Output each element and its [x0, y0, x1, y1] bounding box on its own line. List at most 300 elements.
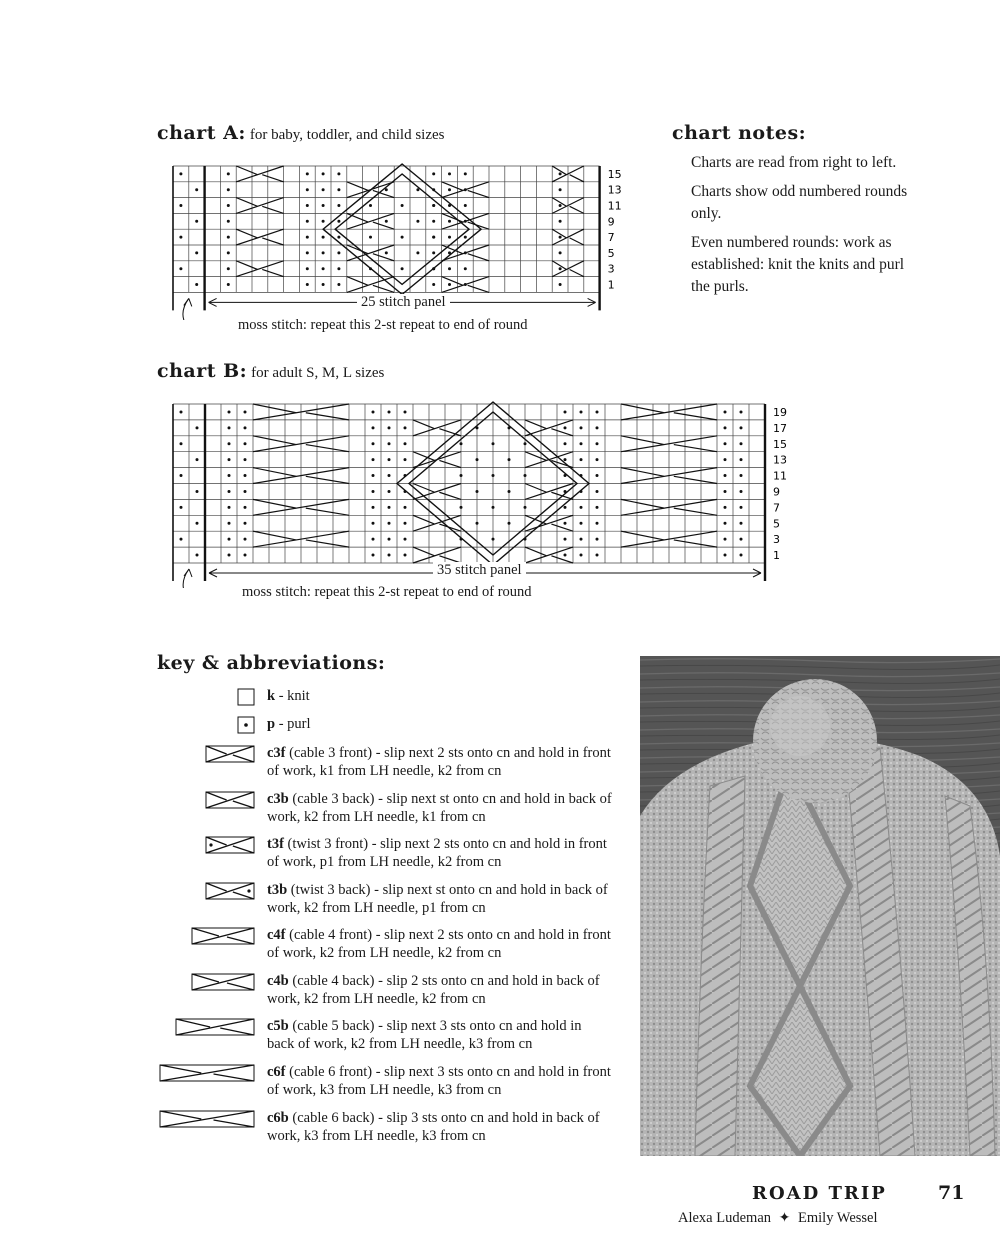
purl-dot — [596, 490, 599, 493]
key-abbr: c4f — [267, 927, 286, 943]
purl-dot — [388, 554, 391, 557]
purl-dot — [227, 283, 230, 286]
purl-dot — [724, 490, 727, 493]
purl-dot — [580, 506, 583, 509]
cable-stroke — [674, 508, 717, 515]
purl-dot — [740, 426, 743, 429]
purl-dot — [337, 188, 340, 191]
row-number: 3 — [773, 533, 780, 547]
purl-dot — [524, 442, 527, 445]
purl-dot — [337, 204, 340, 207]
purl-dot — [227, 204, 230, 207]
purl-icon — [237, 716, 255, 734]
purl-dot — [596, 538, 599, 541]
key-description — [267, 882, 612, 917]
purl-dot — [244, 554, 247, 557]
cable-stroke — [439, 492, 461, 499]
purl-dot — [432, 283, 435, 286]
purl-dot — [228, 474, 231, 477]
purl-dot — [322, 267, 325, 270]
purl-dot — [372, 522, 375, 525]
purl-dot — [244, 458, 247, 461]
purl-dot — [596, 474, 599, 477]
purl-dot — [460, 506, 463, 509]
purl-dot — [322, 220, 325, 223]
chart-a-title: chart A: for baby, toddler, and child sizes — [157, 122, 445, 144]
key-abbr: t3f — [267, 836, 284, 852]
purl-dot — [559, 236, 562, 239]
purl-dot — [180, 506, 183, 509]
purl-dot — [740, 538, 743, 541]
purl-dot — [306, 251, 309, 254]
purl-dot — [322, 283, 325, 286]
purl-dot — [196, 458, 199, 461]
purl-dot — [476, 458, 479, 461]
purl-dot — [564, 554, 567, 557]
purl-dot — [580, 458, 583, 461]
cable-stroke — [413, 515, 435, 524]
cable-stroke — [347, 277, 368, 286]
purl-dot — [306, 188, 309, 191]
purl-dot — [228, 426, 231, 429]
purl-dot — [740, 522, 743, 525]
purl-dot — [244, 522, 247, 525]
row-number: 5 — [607, 246, 615, 260]
purl-dot — [492, 506, 495, 509]
cable-stroke — [621, 404, 664, 413]
cable-stroke — [253, 468, 296, 477]
purl-dot — [432, 204, 435, 207]
key-abbr: p — [267, 716, 276, 732]
purl-dot — [306, 267, 309, 270]
page-number: 71 — [938, 1182, 965, 1204]
purl-dot — [448, 267, 451, 270]
purl-dot — [337, 251, 340, 254]
purl-dot — [228, 554, 231, 557]
purl-dot — [179, 204, 182, 207]
key-description — [267, 1018, 612, 1053]
row-number: 17 — [773, 421, 787, 435]
purl-dot — [388, 506, 391, 509]
purl-dot — [388, 538, 391, 541]
purl-dot — [460, 442, 463, 445]
chart-b-grid — [160, 398, 800, 588]
cable-stroke — [347, 245, 368, 254]
purl-dot — [179, 267, 182, 270]
purl-dot — [416, 251, 419, 254]
purl-dot — [179, 172, 182, 175]
purl-dot — [559, 220, 562, 223]
purl-dot — [448, 236, 451, 239]
purl-dot — [404, 458, 407, 461]
purl-dot — [464, 236, 467, 239]
cable-stroke — [525, 484, 547, 493]
key-abbr: c5b — [267, 1018, 289, 1034]
cable-stroke — [570, 238, 584, 245]
purl-dot — [401, 236, 404, 239]
purl-dot — [492, 474, 495, 477]
purl-dot — [448, 220, 451, 223]
cable-stroke — [236, 166, 257, 175]
key-abbr: t3b — [267, 882, 288, 898]
key-desc-text: (cable 4 front) - slip next 2 sts onto cn and hold in front of work, k2 from LH needle, k2 from cn — [267, 927, 611, 961]
cable-stroke — [306, 476, 349, 483]
purl-dot — [322, 188, 325, 191]
purl-dot — [492, 442, 495, 445]
chart-a-panel-label: 25 stitch panel — [357, 294, 450, 311]
cable-stroke — [306, 445, 349, 452]
chart-b-subtitle: for adult S, M, L sizes — [251, 365, 385, 381]
purl-dot — [580, 554, 583, 557]
chart-notes-line-3: Even numbered rounds: work as established: knit the knits and purl the purls. — [691, 234, 905, 295]
cable-stroke — [413, 420, 435, 429]
cable-stroke — [413, 547, 435, 556]
footer-authors — [678, 1210, 878, 1227]
author-2: Emily Wessel — [798, 1210, 878, 1226]
t3b-icon — [205, 882, 255, 900]
key-desc-text: (twist 3 back) - slip next st onto cn and hold in back of work, k2 from LH needle, p1 from cn — [267, 882, 608, 916]
purl-dot — [596, 522, 599, 525]
cable-stroke — [551, 429, 573, 436]
cable-stroke — [236, 229, 257, 238]
row-number: 11 — [607, 199, 622, 213]
key-description — [267, 716, 612, 734]
purl-dot — [559, 251, 562, 254]
chart-a-subtitle: for baby, toddler, and child sizes — [249, 127, 445, 143]
c6f-icon — [159, 1064, 255, 1082]
chart-notes-line-1: Charts are read from right to left. — [691, 154, 897, 171]
cable-stroke — [373, 190, 394, 197]
purl-dot — [564, 458, 567, 461]
row-number: 3 — [607, 262, 615, 276]
purl-dot — [401, 267, 404, 270]
purl-dot — [337, 283, 340, 286]
purl-dot — [196, 426, 199, 429]
purl-dot — [404, 410, 407, 413]
purl-dot — [508, 458, 511, 461]
cable-stroke — [262, 238, 283, 245]
key-abbr: c6b — [267, 1110, 289, 1126]
knit-icon — [237, 688, 255, 706]
key-description — [267, 927, 612, 962]
cable-stroke — [551, 556, 573, 563]
row-number: 7 — [607, 231, 615, 245]
purl-dot — [564, 442, 567, 445]
purl-dot — [227, 220, 230, 223]
purl-dot — [404, 506, 407, 509]
purl-dot — [388, 458, 391, 461]
c3b-icon — [205, 791, 255, 809]
purl-dot — [740, 554, 743, 557]
cable-stroke — [306, 508, 349, 515]
purl-dot — [724, 442, 727, 445]
key-desc-text: (cable 6 front) - slip next 3 sts onto cn and hold in front of work, k3 from LH needle, k3 from cn — [267, 1064, 611, 1098]
cable-stroke — [373, 222, 394, 229]
key-desc-text: (cable 3 back) - slip next st onto cn and hold in back of work, k2 from LH needle, k1 from cn — [267, 791, 612, 825]
purl-dot — [460, 538, 463, 541]
purl-dot — [724, 538, 727, 541]
cable-stroke — [551, 524, 573, 531]
purl-dot — [724, 458, 727, 461]
purl-dot — [244, 490, 247, 493]
purl-dot — [559, 267, 562, 270]
purl-dot — [372, 506, 375, 509]
cable-stroke — [373, 285, 394, 292]
purl-dot — [559, 283, 562, 286]
purl-dot — [372, 490, 375, 493]
hat-photo — [640, 656, 1000, 1156]
purl-dot — [740, 474, 743, 477]
c3f-icon — [205, 745, 255, 763]
cable-stroke — [570, 269, 584, 276]
purl-dot — [580, 426, 583, 429]
key-description — [267, 688, 612, 706]
purl-dot — [244, 442, 247, 445]
purl-dot — [244, 426, 247, 429]
footer-title: ROAD TRIP — [752, 1183, 887, 1204]
purl-dot — [180, 442, 183, 445]
purl-dot — [372, 538, 375, 541]
row-number: 9 — [773, 485, 780, 499]
author-1: Alexa Ludeman — [678, 1210, 772, 1226]
cable-stroke — [674, 445, 717, 452]
cable-stroke — [373, 254, 394, 261]
purl-dot — [369, 204, 372, 207]
chart-notes-line-2: Charts show odd numbered rounds only. — [691, 183, 908, 222]
purl-dot — [416, 188, 419, 191]
purl-dot — [416, 220, 419, 223]
purl-dot — [244, 474, 247, 477]
purl-dot — [372, 442, 375, 445]
purl-dot — [180, 410, 183, 413]
key-desc-text: (cable 5 back) - slip next 3 sts onto cn and hold in back of work, k2 from LH needle, k3 from cn — [267, 1018, 582, 1052]
purl-dot — [244, 538, 247, 541]
purl-dot — [227, 188, 230, 191]
purl-dot — [580, 522, 583, 525]
purl-dot — [464, 204, 467, 207]
purl-dot — [306, 220, 309, 223]
purl-dot — [596, 458, 599, 461]
purl-dot — [508, 490, 511, 493]
cable-stroke — [525, 420, 547, 429]
purl-dot — [559, 172, 562, 175]
chart-b-title: chart B: for adult S, M, L sizes — [157, 360, 385, 382]
purl-dot — [196, 522, 199, 525]
purl-dot — [388, 522, 391, 525]
chart-b-panel-label: 35 stitch panel — [433, 562, 526, 579]
purl-dot — [180, 538, 183, 541]
cable-stroke — [236, 261, 257, 270]
key-description — [267, 1064, 612, 1099]
purl-dot — [740, 410, 743, 413]
c6b-icon — [159, 1110, 255, 1128]
purl-dot — [228, 490, 231, 493]
purl-dot — [724, 522, 727, 525]
chart-notes-title: chart notes: — [672, 122, 807, 144]
purl-dot — [322, 172, 325, 175]
purl-dot — [476, 426, 479, 429]
row-number: 9 — [607, 215, 615, 229]
purl-dot — [724, 426, 727, 429]
purl-dot — [306, 172, 309, 175]
purl-dot — [337, 172, 340, 175]
purl-dot — [385, 188, 388, 191]
row-number: 1 — [773, 549, 780, 563]
purl-dot — [179, 236, 182, 239]
purl-dot — [524, 538, 527, 541]
purl-dot — [464, 267, 467, 270]
purl-dot — [404, 538, 407, 541]
key-desc-text: (cable 3 front) - slip next 2 sts onto cn and hold in front of work, k1 from LH needle, k2 from cn — [267, 745, 611, 779]
purl-dot — [492, 538, 495, 541]
purl-dot — [209, 843, 212, 846]
purl-dot — [432, 251, 435, 254]
cable-stroke — [570, 175, 584, 182]
purl-dot — [476, 490, 479, 493]
key-description — [267, 973, 612, 1008]
purl-dot — [195, 283, 198, 286]
key-description — [267, 836, 612, 871]
purl-dot — [524, 474, 527, 477]
purl-dot — [404, 522, 407, 525]
row-number: 15 — [773, 437, 787, 451]
c4b-icon — [191, 973, 255, 991]
purl-dot — [322, 236, 325, 239]
purl-dot — [559, 204, 562, 207]
cable-stroke — [468, 254, 489, 261]
purl-dot — [404, 426, 407, 429]
cable-stroke — [439, 460, 461, 467]
purl-dot — [724, 474, 727, 477]
purl-dot — [596, 410, 599, 413]
purl-dot — [195, 220, 198, 223]
row-number: 13 — [773, 453, 787, 467]
purl-dot — [322, 204, 325, 207]
purl-dot — [372, 426, 375, 429]
purl-dot — [228, 458, 231, 461]
purl-dot — [524, 506, 527, 509]
purl-dot — [740, 490, 743, 493]
purl-dot — [596, 442, 599, 445]
cable-stroke — [413, 452, 435, 461]
purl-dot — [227, 172, 230, 175]
purl-dot — [372, 554, 375, 557]
purl-dot — [401, 204, 404, 207]
purl-dot — [432, 172, 435, 175]
key-abbr: c3f — [267, 745, 286, 761]
purl-dot — [244, 410, 247, 413]
cable-stroke — [621, 531, 664, 540]
row-number: 7 — [773, 501, 780, 515]
purl-dot — [580, 538, 583, 541]
purl-dot — [227, 251, 230, 254]
row-number: 11 — [773, 469, 787, 483]
purl-dot — [195, 251, 198, 254]
purl-dot — [180, 474, 183, 477]
purl-dot — [559, 188, 562, 191]
purl-dot — [337, 220, 340, 223]
hat-photo-image — [640, 656, 1000, 1156]
purl-dot — [460, 474, 463, 477]
key-abbr: c6f — [267, 1064, 286, 1080]
purl-dot — [724, 554, 727, 557]
purl-dot — [322, 251, 325, 254]
cable-stroke — [236, 198, 257, 207]
key-desc-text: - purl — [275, 716, 311, 732]
purl-dot — [596, 554, 599, 557]
cable-stroke — [674, 540, 717, 547]
key-description — [267, 745, 612, 780]
moss-arrow — [183, 569, 248, 588]
key-description — [267, 1110, 612, 1145]
cable-stroke — [525, 547, 547, 556]
purl-dot — [724, 410, 727, 413]
purl-dot — [564, 506, 567, 509]
cable-stroke — [442, 182, 463, 191]
purl-dot — [580, 442, 583, 445]
cable-stroke — [253, 499, 296, 508]
purl-dot — [385, 220, 388, 223]
cable-stroke — [468, 190, 489, 197]
row-number: 5 — [773, 517, 780, 531]
purl-dot — [372, 410, 375, 413]
cable-stroke — [468, 285, 489, 292]
purl-dot — [596, 426, 599, 429]
purl-dot — [508, 426, 511, 429]
purl-dot — [404, 442, 407, 445]
cable-stroke — [262, 269, 283, 276]
purl-dot — [369, 267, 372, 270]
purl-dot — [432, 236, 435, 239]
cable-stroke — [262, 206, 283, 213]
purl-dot — [306, 236, 309, 239]
purl-dot — [227, 267, 230, 270]
purl-dot — [385, 251, 388, 254]
purl-dot — [306, 283, 309, 286]
purl-dot — [196, 490, 199, 493]
key-desc-text: - knit — [275, 688, 310, 704]
key-abbr: k — [267, 688, 276, 704]
purl-dot — [476, 522, 479, 525]
key-desc-text: (cable 4 back) - slip 2 sts onto cn and hold in back of work, k2 from LH needle, k2 from cn — [267, 973, 600, 1007]
chart-a-moss-label: moss stitch: repeat this 2-st repeat to end of round — [238, 317, 528, 333]
purl-dot — [195, 188, 198, 191]
cable-stroke — [347, 182, 368, 191]
purl-dot — [228, 442, 231, 445]
purl-dot — [388, 442, 391, 445]
t3f-icon — [205, 836, 255, 854]
row-number: 13 — [607, 183, 622, 197]
purl-dot — [369, 236, 372, 239]
purl-dot — [227, 236, 230, 239]
purl-dot — [244, 723, 248, 727]
purl-dot — [244, 506, 247, 509]
cable-stroke — [674, 476, 717, 483]
purl-dot — [596, 506, 599, 509]
purl-dot — [740, 458, 743, 461]
c5b-icon — [175, 1018, 255, 1036]
purl-dot — [388, 474, 391, 477]
purl-dot — [388, 410, 391, 413]
cable-stroke — [621, 499, 664, 508]
purl-dot — [337, 267, 340, 270]
cable-stroke — [525, 452, 547, 461]
cable-stroke — [674, 413, 717, 420]
purl-dot — [228, 538, 231, 541]
purl-dot — [432, 220, 435, 223]
purl-dot — [306, 204, 309, 207]
key-abbr: c4b — [267, 973, 289, 989]
